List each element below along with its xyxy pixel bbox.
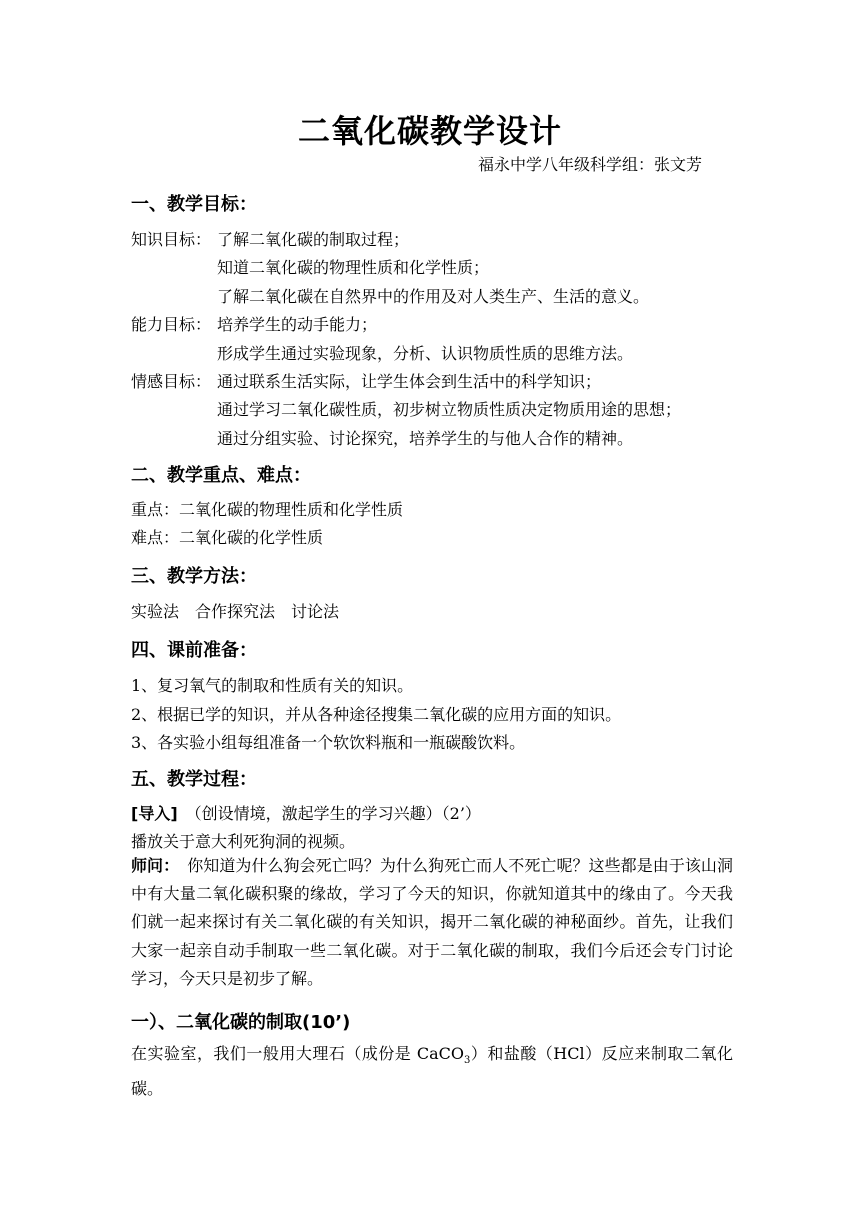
lab-preparation-paragraph [131,1040,733,1104]
prep-item: 2、根据已学的知识，并从各种途径搜集二氧化碳的应用方面的知识。 [131,705,622,724]
emotion-label: 情感目标： [131,372,212,391]
lab-text-part: ）和盐酸（HCl）反应来制取二氧化碳。 [131,1044,733,1099]
prep-item: 3、各实验小组每组准备一个软饮料瓶和一瓶碳酸饮料。 [131,733,526,752]
emotion-item: 通过学习二氧化碳性质，初步树立物质性质决定物质用途的思想； [217,400,682,419]
knowledge-item: 了解二氧化碳的制取过程； [217,230,410,249]
subsection-heading-preparation-co2: 一）、二氧化碳的制取(10’) [131,1012,351,1033]
ability-label: 能力目标： [131,315,212,334]
knowledge-item: 了解二氧化碳在自然界中的作用及对人类生产、生活的意义。 [217,287,650,306]
lab-text-part: 在实验室，我们一般用大理石（成份是 CaCO [131,1044,464,1063]
knowledge-item: 知道二氧化碳的物理性质和化学性质； [217,258,490,277]
prep-item: 1、复习氧气的制取和性质有关的知识。 [131,676,414,695]
subscript-3: 3 [464,1055,471,1067]
intro-note: （创设情境，激起学生的学习兴趣）（2’） [177,804,481,823]
intro-line [131,801,481,824]
intro-label: [导入] [131,804,178,823]
difficult-point: 难点：二氧化碳的化学性质 [131,528,324,547]
emotion-item: 通过分组实验、讨论探究，培养学生的与他人合作的精神。 [217,429,634,448]
key-point: 重点：二氧化碳的物理性质和化学性质 [131,500,404,519]
author-line: 福永中学八年级科学组：张文芳 [477,155,702,174]
section-heading-process: 五、教学过程： [131,769,257,790]
teacher-question-paragraph [131,852,733,993]
section-heading-methods: 三、教学方法： [131,566,257,587]
teacher-label: 师问： [131,856,172,875]
video-line: 播放关于意大利死狗洞的视频。 [131,832,356,851]
section-heading-key-points: 二、教学重点、难点： [131,465,311,486]
ability-item: 形成学生通过实验现象，分析、认识物质性质的思维方法。 [217,344,634,363]
section-heading-objectives: 一、教学目标： [131,194,257,215]
methods-text: 实验法 合作探究法 讨论法 [131,602,340,621]
document-title: 二氧化碳教学设计 [297,112,562,150]
ability-item: 培养学生的动手能力； [217,315,378,334]
emotion-item: 通过联系生活实际，让学生体会到生活中的科学知识； [217,372,602,391]
section-heading-preparation: 四、课前准备： [131,640,257,661]
teacher-text: 你知道为什么狗会死亡吗？为什么狗死亡而人不死亡呢？这些都是由于该山洞中有大量二氧化碳积聚的缘故，学习了今天的知识，你就知道其中的缘由了。今天我们就一起来探讨有关二氧化碳的有关知识，揭开二氧化碳的神秘面纱。首先，让我们大家一起亲自动手制取一些二氧化碳。对于二氧化碳的制取，我们今后还会专门讨论学习，今天只是初步了解。 [131,856,733,988]
knowledge-label: 知识目标： [131,230,212,249]
